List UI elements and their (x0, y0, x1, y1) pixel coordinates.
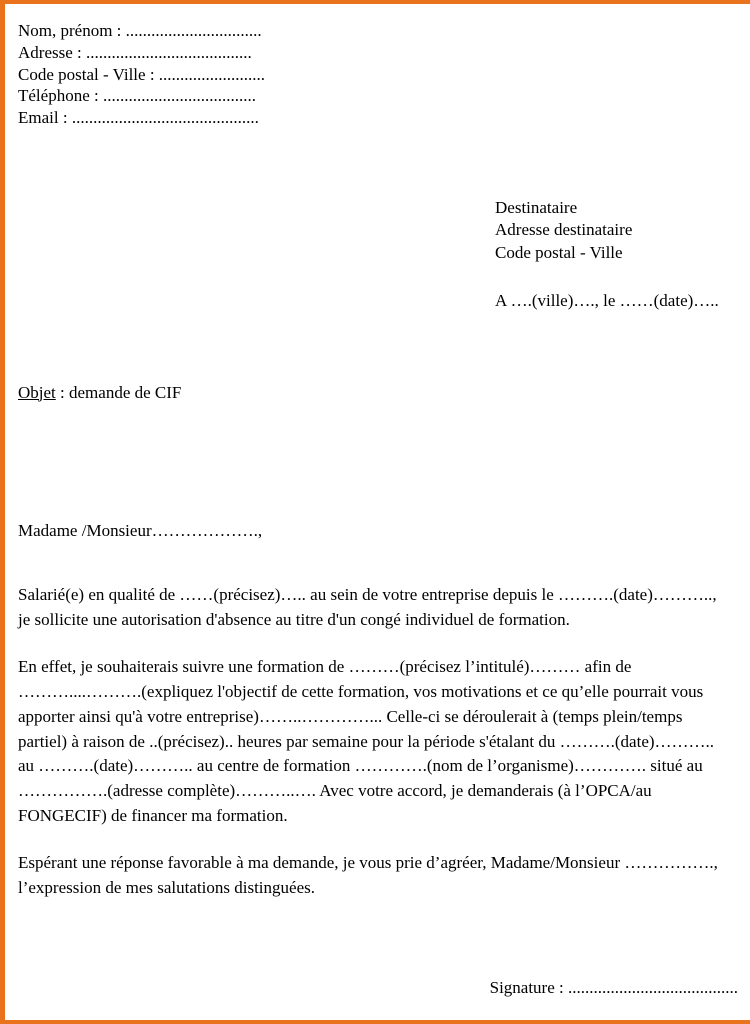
body-paragraph: Salarié(e) en qualité de ……(précisez)….. au sein de votre entreprise depuis le ……….(date)……….., je sollicite une autorisation d'absence au titre d'un congé individuel de formation. (18, 584, 717, 629)
recipient-line-address: Adresse destinataire (495, 220, 633, 240)
subject-label: Objet (18, 382, 56, 402)
sender-line-phone: Téléphone : .................................... (18, 86, 256, 106)
subject-text: : demande de CIF (55, 382, 182, 402)
body-paragraph: Espérant une réponse favorable à ma demande, je vous prie d’agréer, Madame/Monsieur ……………., l’expression de mes salutations distinguées. (18, 853, 718, 898)
sender-line-postal-city: Code postal - Ville : ......................... (18, 64, 266, 84)
letter-sheet (10, 8, 750, 1016)
sender-line-address: Adresse : ....................................... (18, 42, 252, 62)
subject-line (18, 383, 740, 403)
recipient-line-name: Destinataire (495, 197, 578, 217)
signature-line: Signature : ........................................ (489, 978, 738, 997)
body-paragraph: En effet, je souhaiterais suivre une formation de ………(précisez l’intitulé)……… afin de ………....……….(expliquez l'objectif de cette formation, vos motivations et ce qu’elle pourrait vous apporter ainsi qu'à votre entreprise)……..…………... Celle-ci se déroulerait à (temps plein/temps partiel) à raison de ..(précisez).. heures par semaine pour la période s'étalant du ……….(date)……….. au ……….(date)……….. au centre de formation ………….(nom de l’organisme)…………. situé au …………….(adresse complète)………..…. Avec votre accord, je demanderais (à l’OPCA/au FONGECIF) de financer ma formation. (18, 656, 715, 826)
sender-line-name: Nom, prénom : ................................ (18, 21, 262, 40)
letter-body (18, 583, 732, 902)
recipient-line-postal-city: Code postal - Ville (495, 242, 623, 262)
place-and-date-line: A ….(ville)…., le ……(date)….. (495, 290, 719, 310)
salutation-line: Madame /Monsieur………………., (18, 520, 263, 540)
sender-line-email: Email : ............................................ (18, 108, 259, 127)
sender-address-block (18, 20, 740, 129)
recipient-address-block (495, 197, 740, 265)
